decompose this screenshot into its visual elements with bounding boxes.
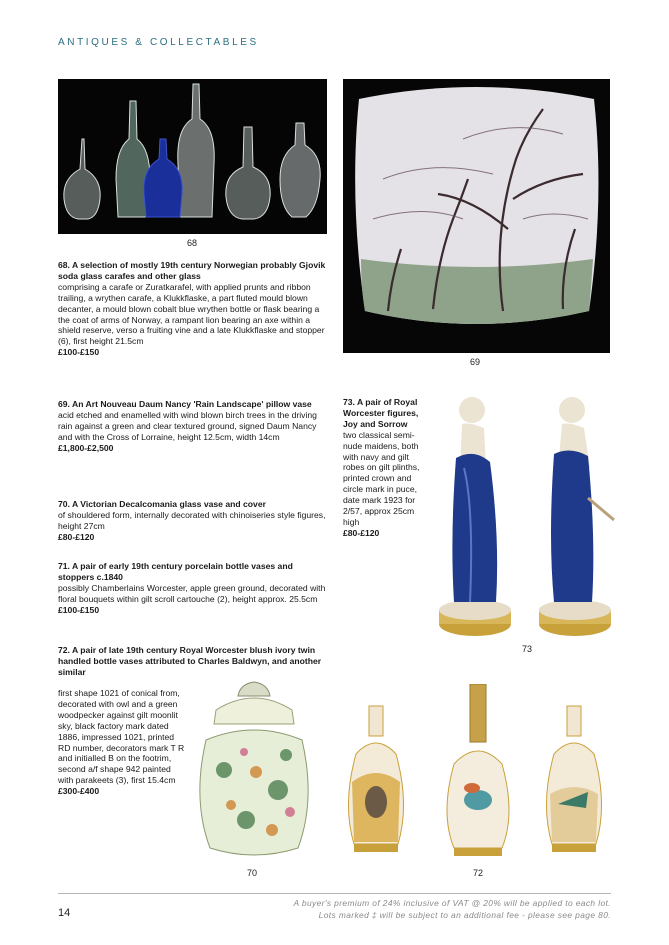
lot-69 bbox=[58, 399, 330, 454]
photo-lot-72 bbox=[336, 684, 618, 864]
caption-72: 72 bbox=[472, 868, 483, 878]
lot-69-description: acid etched and enamelled with wind blown birch trees in the driving rain against a green and clear textured ground, signed Daum Nancy and with the Cross of Lorraine, height 12.5cm, width 14cm bbox=[58, 409, 317, 442]
photo-lot-70 bbox=[186, 680, 322, 864]
photo-lot-73 bbox=[430, 388, 616, 640]
lot-73-title: 73. A pair of Royal Worcester figures, Joy and Sorrow bbox=[343, 397, 419, 429]
lot-72-estimate: £300-£400 bbox=[58, 786, 100, 797]
caption-70: 70 bbox=[246, 868, 257, 878]
lot-72-title: 72. A pair of late 19th century Royal Worcester blush ivory twin handled bottle vases attributed to Charles Baldwyn, and another similar bbox=[58, 645, 322, 677]
lot-68-estimate: £100-£150 bbox=[58, 347, 100, 358]
lot-70-title: 70. A Victorian Decalcomania glass vase and cover bbox=[58, 499, 266, 509]
lot-68-description: comprising a carafe or Zuratkarafel, with applied prunts and ribbon trailing, a wrythen carafe, a Klukkflaske, a part fluted mould blown decanter, a mould blown cobalt blue wrythen bottle or flask bearing a the coat of arms of Norway, a rampant lion bearing an axe within a shield reserve, verso a fruiting vine and a late Klukkflaske and stopper (6), first height 21.5cm bbox=[58, 281, 325, 347]
lot-72-description: first shape 1021 of conical from, decorated with owl and a green woodpecker against gilt moonlit sky, black factory mark dated 1886, impressed 1021, printed RD number, decorators mark T R and initialled B on the footrim, second a/f shape 942 painted with parakeets (3), first 15.4cm bbox=[58, 688, 185, 786]
lot-73 bbox=[343, 397, 427, 539]
lot-71 bbox=[58, 561, 330, 616]
lot-71-title: 71. A pair of early 19th century porcelain bottle vases and stoppers c.1840 bbox=[58, 561, 293, 582]
page-number: 14 bbox=[58, 907, 71, 919]
lot-72-title-block bbox=[58, 645, 330, 678]
section-header: ANTIQUES & COLLECTABLES bbox=[58, 37, 259, 48]
caption-68: 68 bbox=[186, 238, 197, 248]
lot-72 bbox=[58, 688, 188, 797]
lot-68-title: 68. A selection of mostly 19th century Norwegian probably Gjovik soda glass carafes and other glass bbox=[58, 260, 326, 281]
caption-69: 69 bbox=[469, 357, 480, 367]
lot-73-description: two classical semi-nude maidens, both with navy and gilt robes on gilt plinths, printed crown and circle mark in puce, date mark 1923 for 2/57, approx 25cm high bbox=[343, 429, 420, 527]
caption-73: 73 bbox=[521, 644, 532, 654]
lot-71-estimate: £100-£150 bbox=[58, 604, 100, 615]
lot-70-estimate: £80-£120 bbox=[58, 531, 95, 542]
lot-69-estimate: £1,800-£2,500 bbox=[58, 442, 114, 453]
photo-lot-69 bbox=[343, 79, 610, 353]
footer-divider bbox=[58, 893, 611, 894]
photo-lot-68 bbox=[58, 79, 327, 234]
lot-70 bbox=[58, 499, 330, 543]
buyers-premium-note: A buyer's premium of 24% inclusive of VAT @ 20% will be applied to each lot. bbox=[293, 898, 611, 908]
lot-68 bbox=[58, 260, 328, 358]
additional-fee-note: Lots marked ‡ will be subject to an additional fee - please see page 80. bbox=[318, 910, 611, 920]
lot-70-description: of shouldered form, internally decorated with chinoiseries style figures, height 27cm bbox=[58, 509, 326, 531]
lot-69-title: 69. An Art Nouveau Daum Nancy 'Rain Landscape' pillow vase bbox=[58, 399, 312, 409]
lot-71-description: possibly Chamberlains Worcester, apple green ground, decorated with floral bouquets within gilt scroll cartouche (2), height approx. 25.5cm bbox=[58, 582, 326, 604]
lot-73-estimate: £80-£120 bbox=[343, 527, 380, 538]
